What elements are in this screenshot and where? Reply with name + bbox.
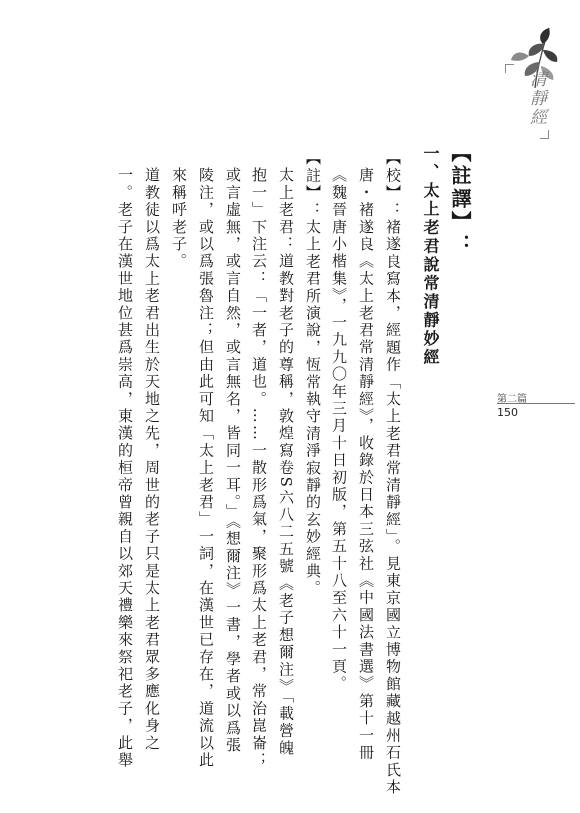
text-column: 太上老君：道教對老子的尊稱，敦煌寫卷S六八二五號《老子想爾注》「載營魄 (277, 167, 295, 757)
text-column: 陵注，或以爲張魯注；但由此可知「太上老君」一詞，在漢世已存在，道流以此 (197, 167, 215, 769)
text-column: 《魏晉唐小楷集》，一九九〇年三月十日初版，第五十八至六十一頁。 (330, 167, 348, 693)
annotation-heading: 【註譯】： (448, 142, 472, 257)
text-column: 【校】：褚遂良寫本，經題作「太上老君常清靜經」。見東京國立博物館藏越州石氏本 (384, 150, 402, 797)
section-title: 一、太上老君說常清靜妙經 (421, 145, 440, 367)
page-number: 150 (497, 406, 518, 419)
footer-divider (497, 403, 575, 404)
logo-title: 清靜經 (526, 70, 546, 127)
logo-bracket-bottom (540, 130, 549, 139)
text-column: 或言虛無，或言自然，或言無名，皆同一耳。」《想爾注》一書，學者或以爲張 (224, 167, 242, 754)
text-column: 一。老子在漢世地位甚爲崇高，東漢的桓帝曾親自以郊天禮樂來祭祀老子，此舉 (116, 167, 134, 769)
text-column: 唐・褚遂良《太上老君常清靜經》，收錄於日本三弦社《中國法書選》第十一冊 (357, 167, 375, 762)
text-column: 【註】：太上老君所演說，恆常執守清淨寂靜的玄妙經典。 (304, 150, 322, 598)
text-column: 抱一」下注云：「一者，道也。……一散形爲氣，聚形爲太上老君，常治崑崙； (250, 167, 268, 769)
text-column: 來稱呼老子。 (170, 167, 188, 271)
text-column: 道教徒以爲太上老君出生於天地之先，周世的老子只是太上老君眾多應化身之 (143, 167, 161, 752)
part-label: 第二篇 (497, 394, 527, 405)
